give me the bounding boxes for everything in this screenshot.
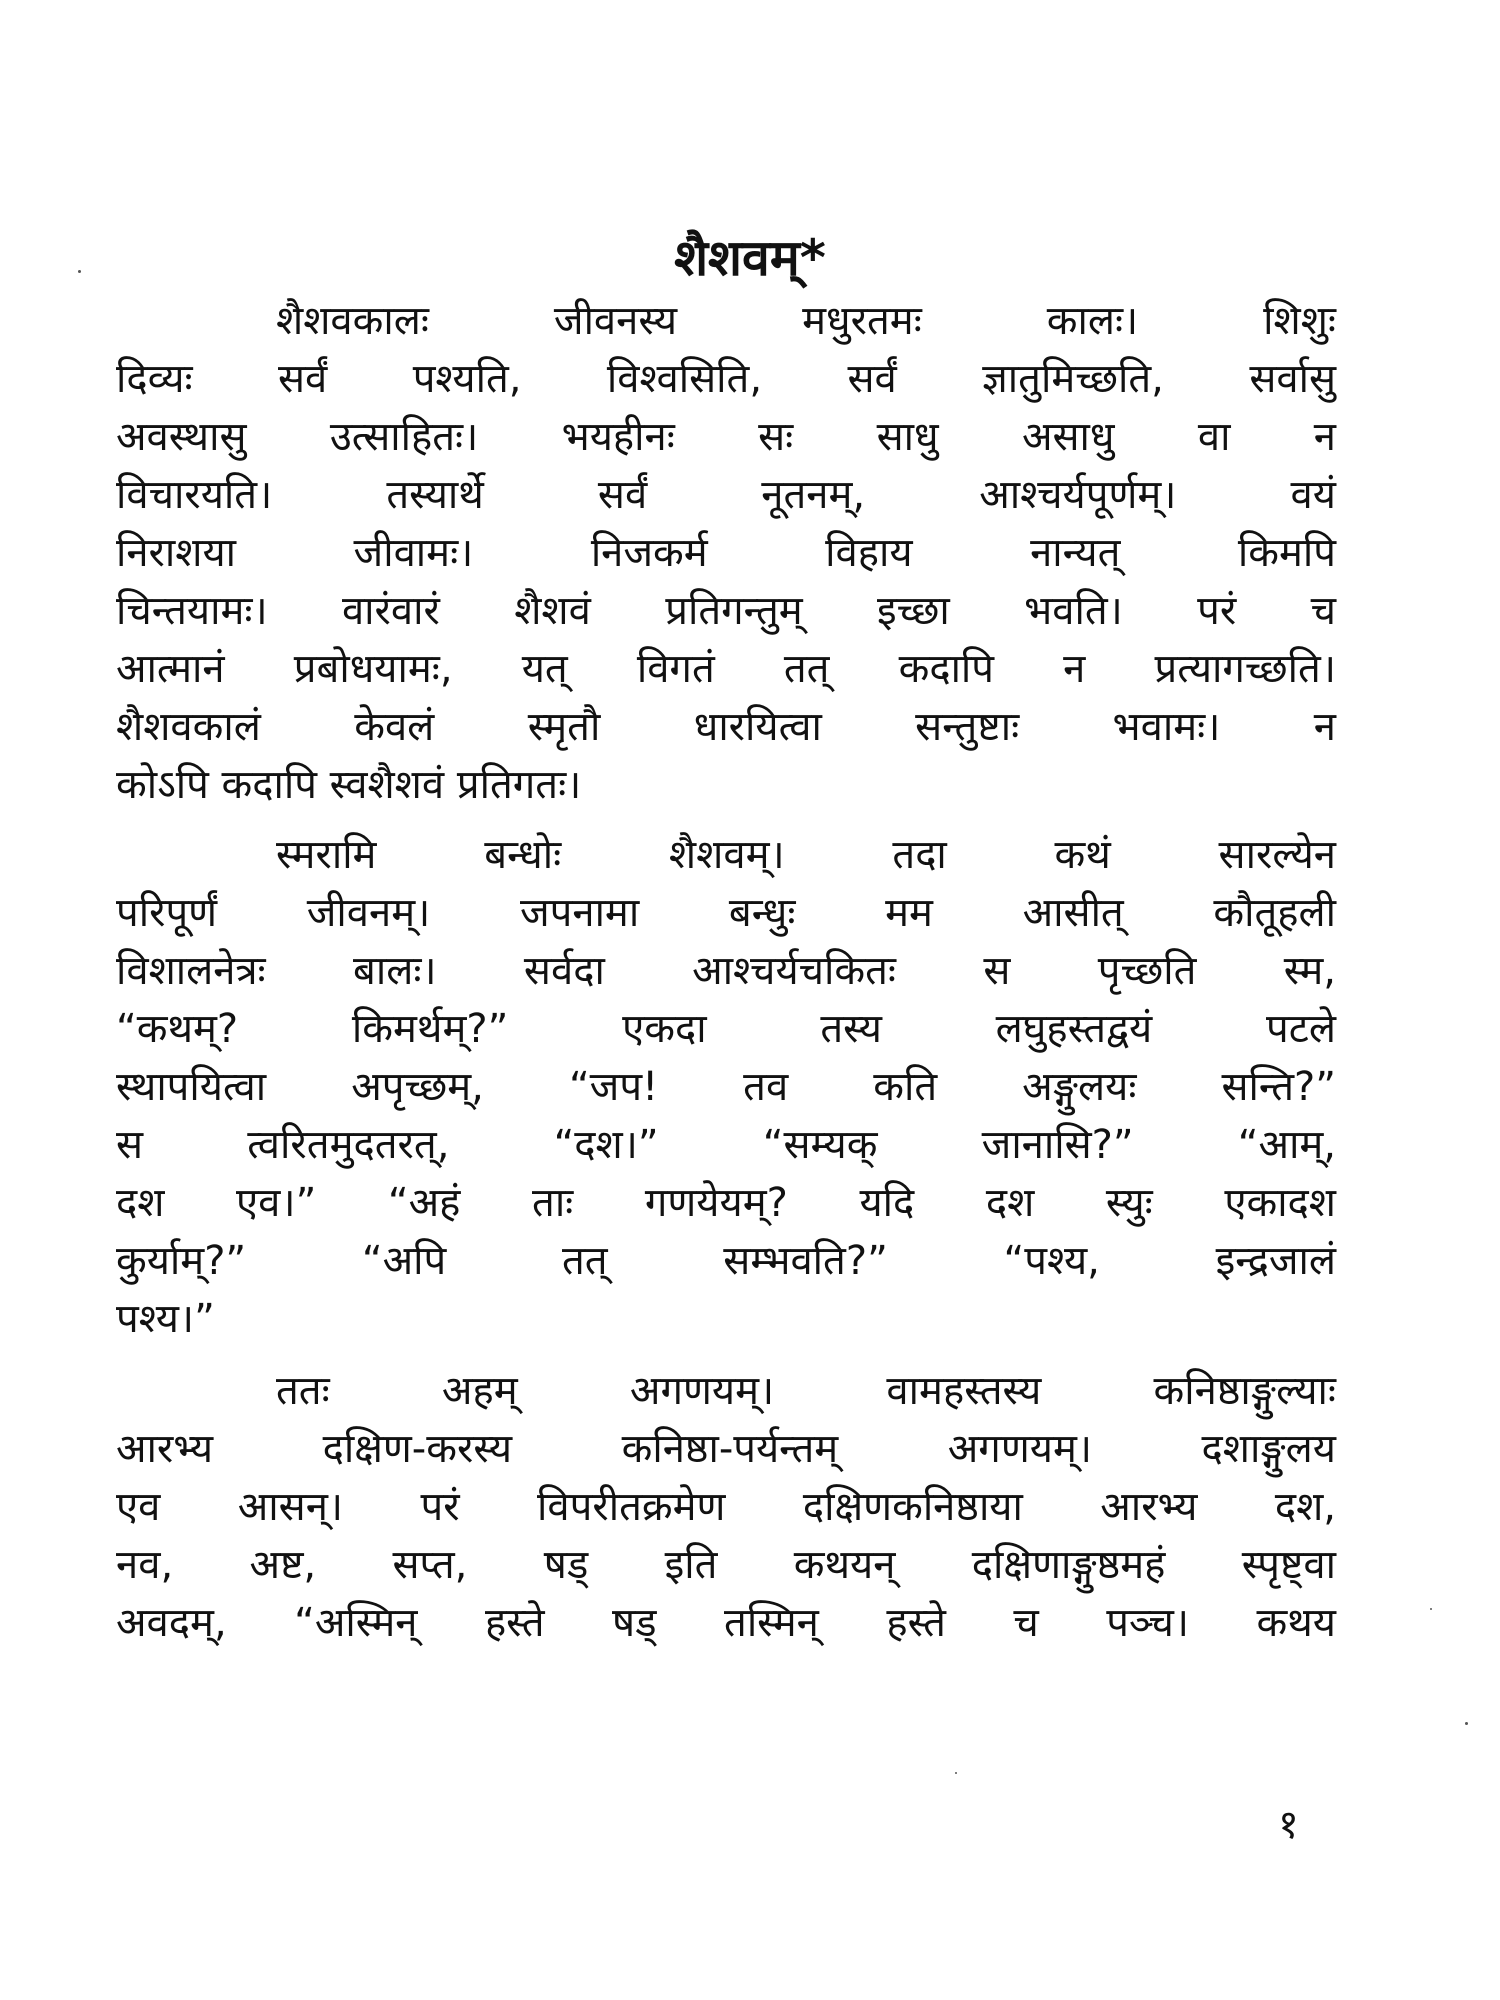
text-line: “कथम्? किमर्थम्?” एकदा तस्य लघुहस्तद्वयं पटले [116,1006,1336,1052]
text-line: स्थापयित्वा अपृच्छम्, “जप! तव कति अङ्गुलयः सन्ति?” [116,1064,1336,1110]
paragraph-3 [116,1362,1336,1652]
paragraph-1 [116,292,1336,814]
scan-speck [955,1772,957,1774]
text-line: परिपूर्णं जीवनम्। जपनामा बन्धुः मम आसीत् कौतूहली [116,890,1336,936]
text-line: पश्य।” [116,1296,215,1342]
text-line: निराशया जीवामः। निजकर्म विहाय नान्यत् किमपि [116,530,1336,576]
text-line: अवस्थासु उत्साहितः। भयहीनः सः साधु असाधु वा न [116,414,1336,460]
text-line: शैशवकालः जीवनस्य मधुरतमः कालः। शिशुः [276,298,1336,344]
page-number: १ [1278,1802,1299,1848]
text-line: अवदम्, “अस्मिन् हस्ते षड् तस्मिन् हस्ते च पञ्च। कथय [116,1600,1336,1646]
text-line: कोऽपि कदापि स्वशैशवं प्रतिगतः। [116,762,582,808]
text-line: आरभ्य दक्षिण-करस्य कनिष्ठा-पर्यन्तम् अगणयम्। दशाङ्गुलय [116,1426,1336,1472]
text-line: दश एव।” “अहं ताः गणयेयम्? यदि दश स्युः एकादश [116,1180,1336,1226]
text-line: चिन्तयामः। वारंवारं शैशवं प्रतिगन्तुम् इच्छा भवति। परं च [116,588,1336,634]
text-line: दिव्यः सर्वं पश्यति, विश्वसिति, सर्वं ज्ञातुमिच्छति, सर्वासु [116,356,1336,402]
text-line: स त्वरितमुदतरत्, “दश।” “सम्यक् जानासि?” “आम्, [116,1122,1336,1168]
paragraph-2 [116,826,1336,1348]
text-line: स्मरामि बन्धोः शैशवम्। तदा कथं सारल्येन [276,832,1336,878]
text-line: आत्मानं प्रबोधयामः, यत् विगतं तत् कदापि न प्रत्यागच्छति। [116,646,1336,692]
text-line: विचारयति। तस्यार्थे सर्वं नूतनम्, आश्चर्यपूर्णम्। वयं [116,472,1336,518]
text-line: एव आसन्। परं विपरीतक्रमेण दक्षिणकनिष्ठाया आरभ्य दश, [116,1484,1336,1530]
chapter-title: शैशवम्* [674,229,826,287]
scan-speck [1465,1722,1468,1725]
text-line: विशालनेत्रः बालः। सर्वदा आश्चर्यचकितः स पृच्छति स्म, [116,948,1336,994]
scan-speck [78,270,81,273]
text-line: शैशवकालं केवलं स्मृतौ धारयित्वा सन्तुष्टाः भवामः। न [116,704,1336,750]
text-line: कुर्याम्?” “अपि तत् सम्भवति?” “पश्य, इन्द्रजालं [116,1238,1336,1284]
text-line: ततः अहम् अगणयम्। वामहस्तस्य कनिष्ठाङ्गुल्याः [276,1368,1336,1414]
scan-speck [1430,1608,1432,1610]
text-line: नव, अष्ट, सप्त, षड् इति कथयन् दक्षिणाङ्गुष्ठमहं स्पृष्ट्वा [116,1542,1336,1588]
